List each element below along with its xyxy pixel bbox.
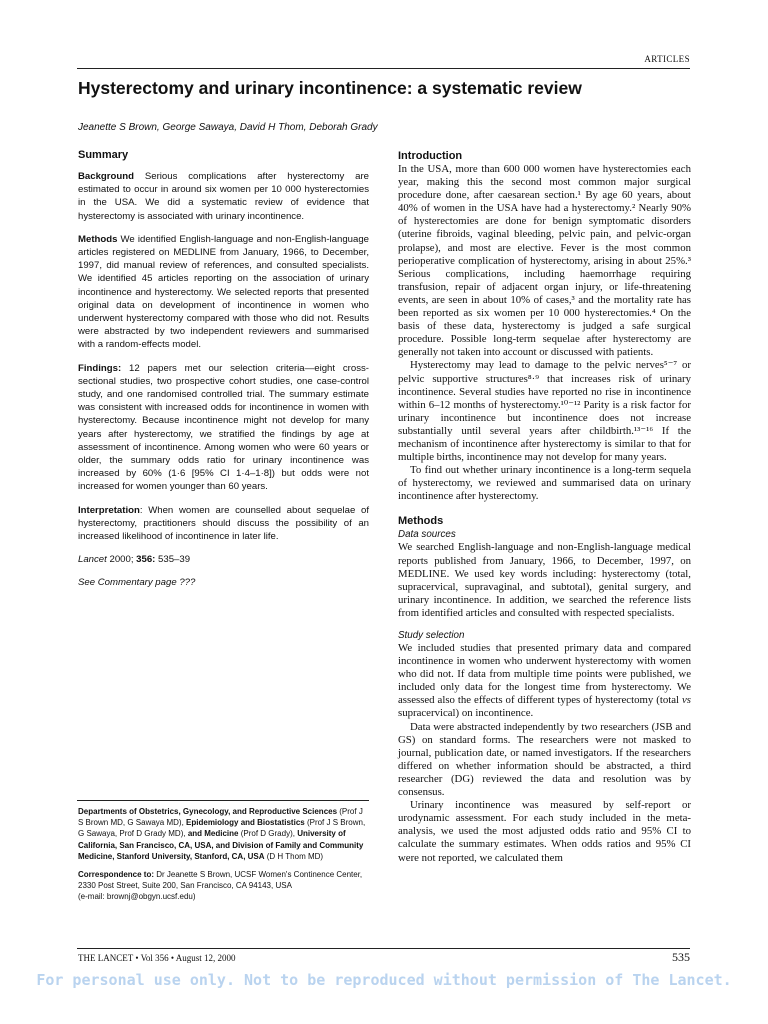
- affiliation-rule: [77, 800, 369, 801]
- affiliations: [78, 806, 370, 862]
- page-number: 535: [672, 950, 690, 964]
- summary-methods: [78, 233, 369, 352]
- correspondence: [78, 869, 370, 903]
- commentary-text: See Commentary page ???: [78, 577, 196, 589]
- data-sources-subheading: Data sources: [398, 529, 456, 541]
- commentary-link[interactable]: [78, 576, 369, 589]
- dept-obgyn: Departments of Obstetrics, Gynecology, and Reproductive Sciences: [78, 807, 338, 816]
- intro-paragraph-1: In the USA, more than 600 000 women have hysterectomies each year, making this the second most common major surgical procedure done, after caesarean section.¹ By age 60 years, about 40% of women in the USA have had a hysterectomy.² Nearly 90% of hysterectomies are done for benign symptomatic disorders (uterine fibroids, vaginal bleeding, pelvic pain, and pelvic-organ prolapse), and most are elective. Fever is the most common perioperative complication of hysterectomy, arising in about 25%.³ Serious complications, including haemorrhage requiring transfusion, repair of adjacent organ injury, or life-threatening events, are seen in about 10% of cases,³ and the mortality rate has been reported as six women per 10 000 hysterectomies.⁴ On the basis of these data, hysterectomy is judged a safe surgical procedure. Possible long-term sequelae after hysterectomy are generally not taken into account or discussed with patients.: [398, 163, 691, 359]
- correspondence-address: Dr Jeanette S Brown, UCSF Women's Continence Center, 2330 Post Street, Suite 200, San Francisco, CA 94143, USA: [78, 870, 363, 891]
- citation-year: 2000;: [106, 554, 137, 566]
- citation: [78, 553, 369, 566]
- dept-medicine: and Medicine: [187, 829, 239, 839]
- header-rule: [77, 68, 690, 69]
- methods-paragraph-3: Data were abstracted independently by two researchers (JSB and GS) on standard forms. The researchers were not masked to journal, publication date, or named investigators. If the researchers differed on whether information should be abstracted, a third researcher (DG) reviewed the data and resolution was by consensus.: [398, 720, 691, 799]
- summary-background: [78, 170, 369, 223]
- footer-rule: [77, 948, 690, 949]
- methods-paragraph-2: [398, 642, 691, 721]
- dept-epi-people: (Prof J S Brown, G Sawaya, Prof D Grady MD),: [78, 818, 366, 839]
- background-label: Background: [78, 171, 134, 182]
- methods-label: Methods: [78, 233, 118, 245]
- section-label: ARTICLES: [644, 54, 690, 64]
- correspondence-email[interactable]: (e-mail: brownj@obgyn.ucsf.edu): [78, 892, 196, 902]
- citation-volume: 356:: [136, 554, 156, 566]
- article-title: Hysterectomy and urinary incontinence: a systematic review: [78, 78, 582, 98]
- institution: University of California, San Francisco, CA, USA, and Division of Family and Community Medicine, Stanford University, Stanford, CA, USA: [78, 829, 364, 861]
- findings-text: 12 papers met our selection criteria—eight cross-sectional studies, two prospective cohort studies, one case-control study, and one randomised controlled trial. The summary estimate was consistent with increased odds for incontinence in women with hysterectomy. Because incontinence might not develop for many years after hysterectomy, we stratified the findings by age at assessment of incontinence. Among women who were 60 years or older, the summary odds ratio for urinary incontinence was increased by 60% (1·6 [95% CI 1·4–1·8]) but odds were not increased for women younger than 60 years.: [78, 362, 369, 493]
- body-column: [398, 150, 691, 865]
- methods-p2-vs: vs: [682, 694, 691, 707]
- methods-p2-a: We included studies that presented primary data and compared incontinence in women who underwent hysterectomy with women who did not. If data from multiple time points were published, we included only data for the longest time from hysterectomy. We assessed also the effects of different types of hysterectomy (total: [398, 642, 691, 707]
- methods-text: We identified English-language and non-English-language articles registered on MEDLINE from January, 1966, to December, 1997, did manual review of references, and consulted specialists. We identified 45 articles reporting on the association of urinary incontinence and hysterectomy. We selected reports that presented original data on development of incontinence in women who underwent hysterectomy compared with those who did not. Results were abstracted by two independent reviewers and summarised with a random-effects model.: [78, 233, 369, 351]
- study-selection-subheading: Study selection: [398, 630, 465, 641]
- citation-journal: Lancet: [78, 554, 107, 566]
- affiliation-block: [78, 806, 370, 910]
- intro-paragraph-3: To find out whether urinary incontinence is a long-term sequela of hysterectomy, we reviewed and summarised data on urinary incontinence after hysterectomy.: [398, 464, 691, 503]
- intro-paragraph-2: Hysterectomy may lead to damage to the pelvic nerves⁵⁻⁷ or pelvic supportive structures⁸·⁹ that increases risk of urinary incontinence. Several studies have reported no rise in incontinence within 6–12 months of hysterectomy.¹⁰⁻¹² Parity is a risk factor for urinary incontinence but incontinence does not increase substantially until several years after childbirth.¹³⁻¹⁶ If the mechanism of incontinence after hysterectomy is similar to that for multiple births, incontinence may not develop for many years.: [398, 359, 691, 464]
- findings-label: Findings:: [78, 362, 122, 374]
- citation-pages: 535–39: [155, 554, 191, 566]
- summary-column: [78, 148, 369, 599]
- dept-medicine-people: (Prof D Grady),: [238, 829, 298, 839]
- institution-people: (D H Thom MD): [264, 851, 324, 861]
- interpretation-label: Interpretation: [78, 504, 140, 516]
- summary-heading: Summary: [78, 149, 129, 161]
- introduction-heading: Introduction: [398, 150, 463, 162]
- dept-epi: Epidemiology and Biostatistics: [186, 818, 305, 828]
- methods-paragraph-4: Urinary incontinence was measured by self-report or urodynamic assessment. For each study included in the meta-analysis, we used the most adjusted odds ratio and 95% CI to calculate the summary estimates. When odds ratios and 95% CI were not reported, we calculated them: [398, 799, 691, 864]
- author-list: Jeanette S Brown, George Sawaya, David H Thom, Deborah Grady: [78, 122, 378, 133]
- methods-p2-b: supracervical) on incontinence.: [398, 707, 534, 720]
- footer-journal: THE LANCET • Vol 356 • August 12, 2000: [78, 953, 236, 963]
- interpretation-text: : When women are counselled about sequelae of hysterectomy, practitioners should discuss the possibility of an increased likelihood of incontinence in later life.: [78, 504, 369, 543]
- summary-interpretation: [78, 504, 369, 544]
- copyright-watermark: For personal use only. Not to be reproduced without permission of The Lancet.: [36, 971, 732, 989]
- dept-obgyn-people: (Prof J S Brown MD, G Sawaya MD),: [78, 807, 363, 828]
- methods-heading: Methods: [398, 515, 444, 528]
- summary-findings: [78, 362, 369, 494]
- background-text: Serious complications after hysterectomy are estimated to occur in around six women per 10 000 hysterectomies in the USA. We did a systematic review of evidence that hysterectomy is associated with urinary incontinence.: [78, 171, 370, 222]
- methods-paragraph-1: We searched English-language and non-English-language medical reports published from January, 1966, to December, 1997, on MEDLINE. We used key words including: hysterectomy (total, supracervical, supravaginal, and subtotal), genital surgery, and urinary incontinence. In addition, we searched the reference lists from identified articles and consulted with respected specialists.: [398, 541, 691, 619]
- correspondence-label: Correspondence to:: [78, 870, 155, 880]
